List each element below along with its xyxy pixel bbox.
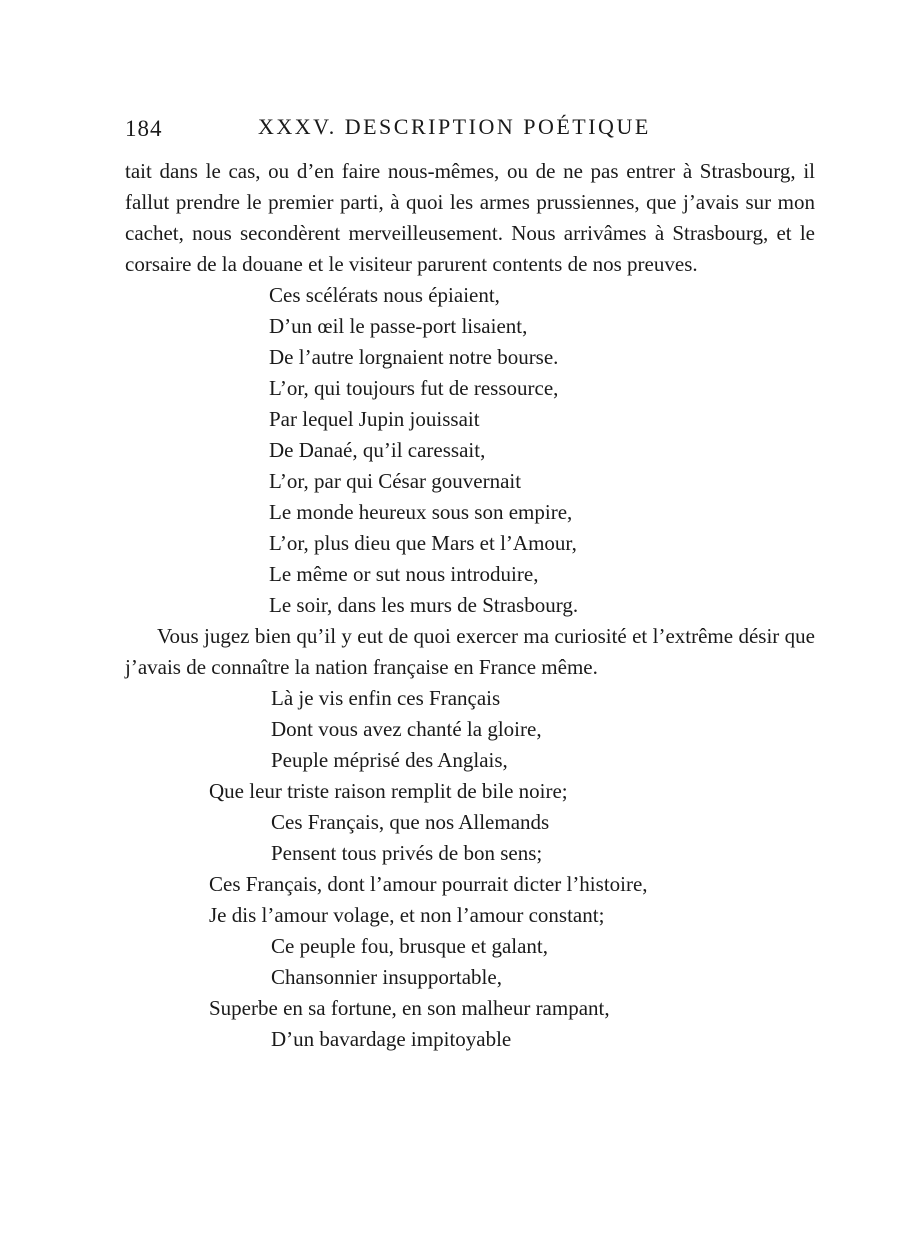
- verse-block-1: [125, 280, 815, 621]
- verse-line: D’un œil le passe-port lisaient,: [269, 314, 528, 338]
- verse-line: Que leur triste raison remplit de bile noire;: [209, 779, 568, 803]
- verse-block-2: [125, 683, 815, 1055]
- verse-line: Là je vis enfin ces Français: [271, 686, 501, 710]
- verse-line: Le monde heureux sous son empire,: [269, 500, 573, 524]
- verse-line: De l’autre lorgnaient notre bourse.: [269, 345, 559, 369]
- paragraph-1: tait dans le cas, ou d’en faire nous-mêmes, ou de ne pas entrer à Strasbourg, il fallut prendre le premier parti, à quoi les armes prussiennes, que j’avais sur mon cachet, nous secondèrent merveilleusement. Nous arrivâmes à Strasbourg, et le corsaire de la douane et le visiteur parurent contents de nos preuves.: [125, 159, 815, 276]
- verse-line: Ces scélérats nous épiaient,: [269, 283, 500, 307]
- body-text: [125, 156, 815, 1055]
- verse-line: Ces Français, que nos Allemands: [271, 810, 550, 834]
- verse-line: Je dis l’amour volage, et non l’amour constant;: [209, 903, 605, 927]
- page-number: 184: [125, 116, 163, 141]
- verse-line: Pensent tous privés de bon sens;: [271, 841, 543, 865]
- paragraph-2: Vous jugez bien qu’il y eut de quoi exercer ma curiosité et l’extrême désir que j’avais de connaître la nation française en France même.: [125, 624, 815, 679]
- verse-line: Peuple méprisé des Anglais,: [271, 748, 508, 772]
- verse-line: Le même or sut nous introduire,: [269, 562, 539, 586]
- verse-line: L’or, par qui César gouvernait: [269, 469, 522, 493]
- verse-line: Chansonnier insupportable,: [271, 965, 502, 989]
- verse-line: D’un bavardage impitoyable: [271, 1027, 512, 1051]
- verse-line: De Danaé, qu’il caressait,: [269, 438, 486, 462]
- verse-line: Par lequel Jupin jouissait: [269, 407, 480, 431]
- verse-line: Ce peuple fou, brusque et galant,: [271, 934, 548, 958]
- verse-line: L’or, qui toujours fut de ressource,: [269, 376, 559, 400]
- verse-line: Ces Français, dont l’amour pourrait dicter l’histoire,: [209, 872, 648, 896]
- verse-line: Le soir, dans les murs de Strasbourg.: [269, 593, 579, 617]
- running-title: XXXV. DESCRIPTION POÉTIQUE: [258, 114, 651, 139]
- page-header: [125, 112, 815, 148]
- verse-line: Dont vous avez chanté la gloire,: [271, 717, 542, 741]
- verse-line: Superbe en sa fortune, en son malheur rampant,: [209, 996, 610, 1020]
- verse-line: L’or, plus dieu que Mars et l’Amour,: [269, 531, 577, 555]
